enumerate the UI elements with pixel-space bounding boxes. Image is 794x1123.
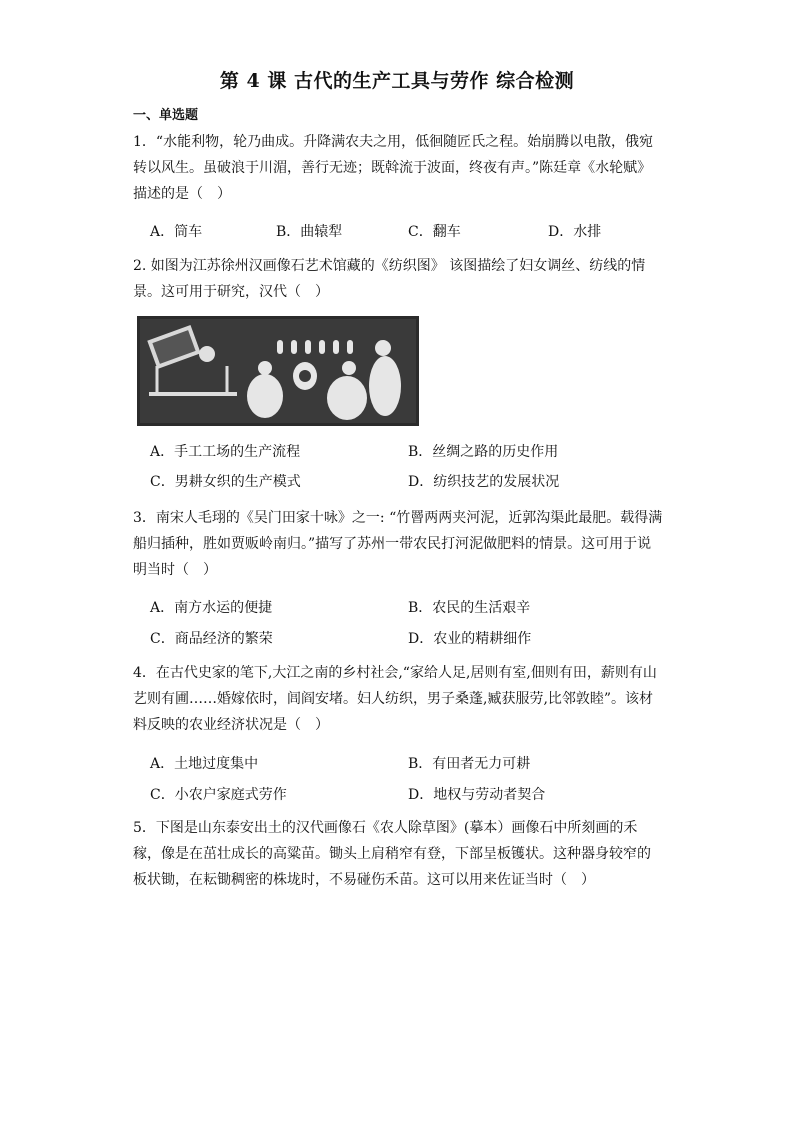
option-c[interactable]: C．翻车 (408, 224, 461, 240)
question-3-options-row2 (150, 628, 670, 652)
option-d[interactable]: D．水排 (548, 224, 602, 240)
option-d[interactable]: D．纺织技艺的发展状况 (408, 474, 560, 490)
question-2-options-row1 (150, 441, 670, 465)
question-3-options-row1 (150, 597, 670, 621)
question-5: 5．下图是山东泰安出土的汉代画像石《农人除草图》(摹本）画像石中所刻画的禾稼，像是在茁壮成长的高粱苗。锄头上肩稍窄有登，下部呈板镬状。这种器身较窄的板状锄，在耘锄稠密的株垅时，不易碰伤禾苗。这可以用来佐证当时（ ） (133, 820, 651, 888)
question-2: 2. 如图为江苏徐州汉画像石艺术馆藏的《纺织图》 该图描绘了妇女调丝、纺线的情景。这可用于研究，汉代（ ） (133, 258, 646, 300)
question-3: 3．南宋人毛珝的《吴门田家十咏》之一: “竹罾两两夹河泥，近郭沟渠此最肥。载得满船归插种，胜如贾贩岭南归。”描写了苏州一带农民打河泥做肥料的情景。这可用于说明当时（ ） (133, 510, 663, 578)
option-b[interactable]: B．农民的生活艰辛 (408, 600, 531, 616)
option-c[interactable]: C．商品经济的繁荣 (150, 631, 273, 647)
option-a[interactable]: A．南方水运的便捷 (150, 600, 273, 616)
page-title: 第 4 课 古代的生产工具与劳作 综合检测 (219, 70, 575, 92)
option-a[interactable]: A．筒车 (150, 224, 203, 240)
option-a[interactable]: A．手工工场的生产流程 (150, 444, 301, 460)
option-d[interactable]: D．农业的精耕细作 (408, 631, 532, 647)
question-4-options-row1 (150, 753, 670, 777)
option-b[interactable]: B．有田者无力可耕 (408, 756, 531, 772)
question-4-options-row2 (150, 784, 670, 808)
option-b[interactable]: B．曲辕犁 (276, 224, 343, 240)
option-c[interactable]: C．男耕女织的生产模式 (150, 474, 301, 490)
question-4: 4．在古代史家的笔下,大江之南的乡村社会,“家给人足,居则有室,佃则有田，薪则有山艺则有圃……婚嫁依时，闾阎安堵。妇人纺织，男子桑蓬,臧获服劳,比邻敦睦”。该材料反映的农业经济状况是（ ） (133, 665, 657, 733)
option-b[interactable]: B．丝绸之路的历史作用 (408, 444, 559, 460)
question-1: 1．“水能利物，轮乃曲成。升降满农夫之用，低徊随匠氏之程。始崩腾以电散，俄宛转以风生。虽破浪于川湄，善行无迹；既斡流于波面，终夜有声。”陈廷章《水轮赋》描述的是（ ） (133, 134, 654, 202)
option-c[interactable]: C．小农户家庭式劳作 (150, 787, 287, 803)
option-d[interactable]: D．地权与劳动者契合 (408, 787, 546, 803)
weaving-relief-image (137, 316, 419, 426)
section-heading: 一、单选题 (133, 108, 199, 123)
option-a[interactable]: A．土地过度集中 (150, 756, 259, 772)
question-2-options-row2 (150, 471, 670, 495)
question-1-options (150, 221, 670, 245)
